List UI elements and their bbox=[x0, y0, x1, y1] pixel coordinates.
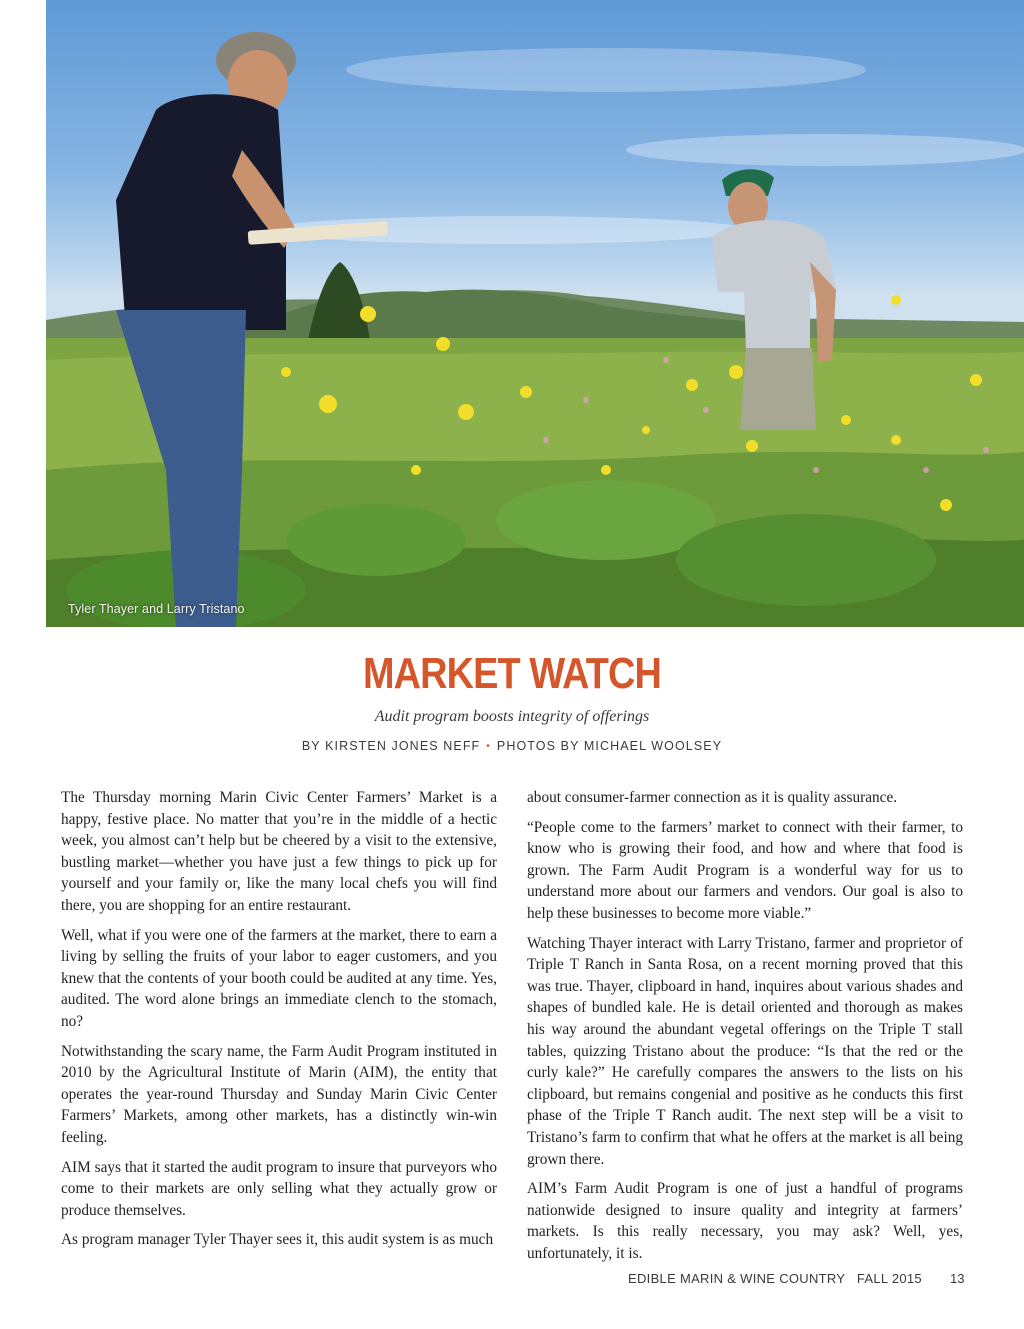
footer-publication: EDIBLE MARIN & WINE COUNTRY FALL 2015 bbox=[628, 1271, 922, 1286]
paragraph-2: Well, what if you were one of the farmers at the market, there to earn a living by selling the fruits of your labor to eager customers, and you knew that the contents of your booth could be audited at any time. Yes, audited. The word alone brings an immediate clench to the stomach, no? bbox=[61, 926, 497, 1030]
byline-author: BY KIRSTEN JONES NEFF bbox=[301, 739, 481, 753]
byline-separator: • bbox=[486, 741, 491, 752]
paragraph-7: “People come to the farmers’ market to connect with their farmer, to know who is growing their food, and how and where that food is grown. The Farm Audit Program is a wonderful way for us to understand more about our farmers and vendors. Our goal is also to help these businesses to become more viable.” bbox=[527, 818, 963, 922]
article-column-left bbox=[61, 787, 497, 1259]
paragraph-1: The Thursday morning Marin Civic Center Farmers’ Market is a happy, festive place. No matter that you’re in the middle of a hectic week, you almost can’t help but be cheered by a visit to the extensive, bustling market—whether you have just a few things to pick up for yourself and your family or, like the many local chefs you will find there, you are shopping for an entire restaurant. bbox=[61, 789, 497, 914]
page-number: 13 bbox=[950, 1271, 965, 1286]
paragraph-3: Notwithstanding the scary name, the Farm Audit Program instituted in 2010 by the Agricultural Institute of Marin (AIM), the entity that operates the year-round Thursday and Sunday Marin Civic Center Farmers’ Markets, among other markets, has a distinctly win-win feeling. bbox=[61, 1042, 497, 1146]
paragraph-4: AIM says that it started the audit program to insure that purveyors who come to their markets are only selling what they actually grow or produce themselves. bbox=[61, 1158, 497, 1219]
byline-photos: PHOTOS BY MICHAEL WOOLSEY bbox=[496, 739, 723, 753]
field-scene-illustration bbox=[46, 0, 1024, 627]
paragraph-9: AIM’s Farm Audit Program is one of just a handful of programs nationwide designed to insure quality and integrity at farmers’ markets. Is this really necessary, you may ask? Well, yes, unfortunately, it is. bbox=[527, 1180, 963, 1262]
paragraph-8: Watching Thayer interact with Larry Tristano, farmer and proprietor of Triple T Ranch in Santa Rosa, on a recent morning proved that this was true. Thayer, clipboard in hand, inquires about various shades and shapes of bundled kale. He is detail oriented and thorough as makes his way around the abundant vegetal offerings on the Triple T stall tables, quizzing Tristano about the produce: “Is that the red or the curly kale?” He carefully compares the answers to the lists on his clipboard, but remains congenial and positive as he conducts this first phase of the Triple T Ranch audit. The next step will be a visit to Tristano’s farm to confirm that what he offers at the market is all being grown there. bbox=[527, 934, 963, 1168]
paragraph-6: about consumer-farmer connection as it is quality assurance. bbox=[527, 789, 898, 806]
photo-caption: Tyler Thayer and Larry Tristano bbox=[68, 602, 245, 616]
article-deck: Audit program boosts integrity of offerings bbox=[374, 708, 650, 725]
article-byline bbox=[0, 739, 1024, 753]
article-column-right bbox=[527, 787, 963, 1272]
article-headline: MARKET WATCH bbox=[363, 649, 661, 698]
hero-photo bbox=[46, 0, 1024, 627]
paragraph-5: As program manager Tyler Thayer sees it, this audit system is as much bbox=[61, 1231, 494, 1249]
